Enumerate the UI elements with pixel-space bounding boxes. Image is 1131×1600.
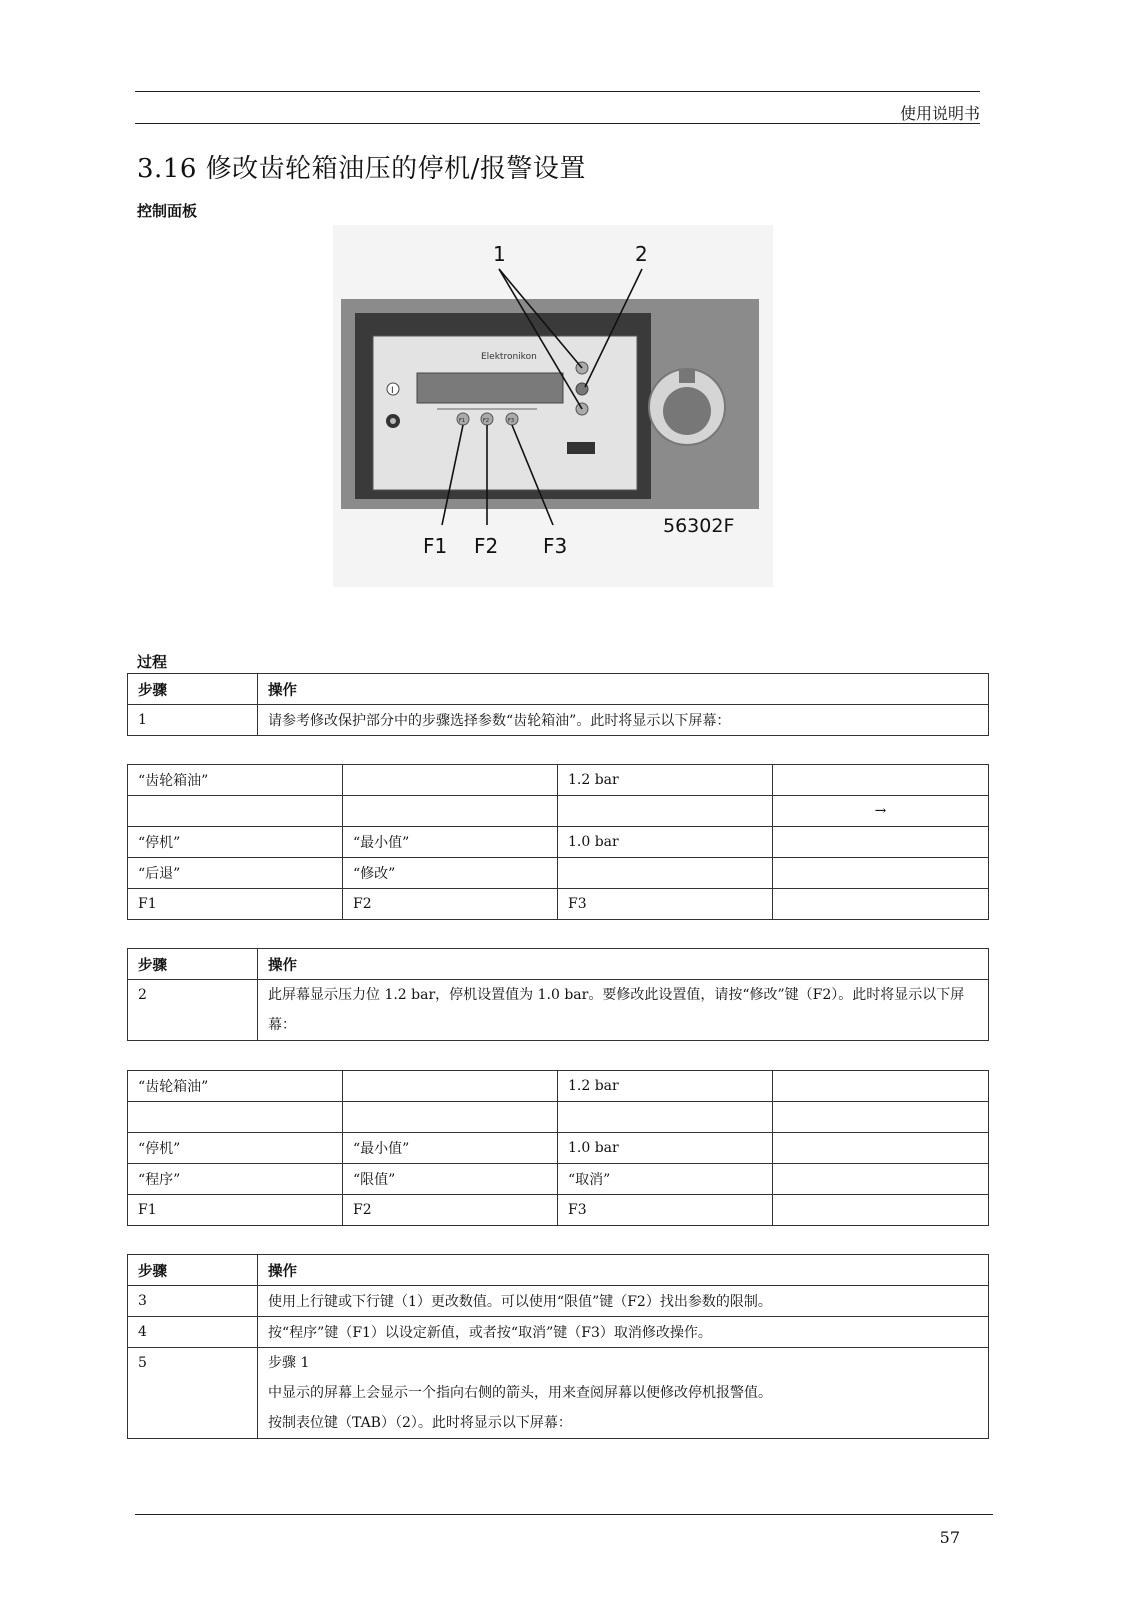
stop-button-inner [390,418,396,424]
logo-block [567,442,595,454]
table-row [128,1348,989,1439]
screen-cell: “修改” [343,858,558,889]
header-title: 使用说明书 [899,104,980,123]
table-header-row [128,674,989,705]
f1-key-label: F1 [459,418,466,424]
emergency-stop-button [663,387,711,435]
screen-table-2 [127,1070,989,1226]
screen-cell: “后退” [128,858,343,889]
screen-cell: F2 [343,1195,558,1226]
step-action-multiline [258,1348,989,1439]
screen-cell [343,765,558,796]
screen-cell: “程序” [128,1164,343,1195]
screen-cell: “停机” [128,827,343,858]
header-rule-top [135,91,980,92]
screen-cell [773,1102,989,1133]
warning-label [679,369,695,383]
table-header-row [128,1255,989,1286]
screen-cell: F3 [558,1195,773,1226]
screen-row [128,1102,989,1133]
screen-cell [773,1133,989,1164]
col-step-header: 步骤 [128,1255,258,1286]
screen-row [128,1071,989,1102]
step-number: 2 [128,980,258,1041]
step-action: 此屏幕显示压力位 1.2 bar，停机设置值为 1.0 bar。要修改此设置值，请按“修改”键（F2）。此时将显示以下屏幕： [258,980,989,1041]
screen-cell [128,1102,343,1133]
step-action: 按“程序”键（F1）以设定新值，或者按“取消”键（F3）取消修改操作。 [258,1317,989,1348]
screen-row [128,1133,989,1164]
col-action-header: 操作 [258,1255,989,1286]
step-action-line: 步骤 1 [268,1355,310,1371]
screen-cell [773,1195,989,1226]
step-action-line: 按制表位键（TAB）（2）。此时将显示以下屏幕： [268,1415,572,1431]
f3-key-label: F3 [508,418,515,424]
step-action: 使用上行键或下行键（1）更改数值。可以使用“限值”键（F2）找出参数的限制。 [258,1286,989,1317]
screen-cell: “最小值” [343,1133,558,1164]
steps-table-2 [127,948,989,1041]
step-action-line: 中显示的屏幕上会显示一个指向右侧的箭头，用来查阅屏幕以便修改停机报警值。 [268,1385,772,1401]
screen-cell [128,796,343,827]
step-action: 请参考修改保护部分中的步骤选择参数“齿轮箱油”。此时将显示以下屏幕： [258,705,989,736]
screen-cell [343,796,558,827]
screen-row [128,1164,989,1195]
screen-cell: 1.2 bar [558,1071,773,1102]
f2-callout-label: F2 [474,534,499,558]
step-number: 3 [128,1286,258,1317]
screen-cell [558,858,773,889]
brand-label: Elektronikon [481,352,537,362]
col-step-header: 步骤 [128,674,258,705]
table-row [128,705,989,736]
lcd-display [417,373,563,403]
screen-cell: 1.0 bar [558,827,773,858]
screen-row [128,1195,989,1226]
footer-rule [135,1514,993,1515]
steps-table-3 [127,1254,989,1439]
screen-cell [773,1071,989,1102]
table-row [128,980,989,1041]
control-panel-figure [333,225,773,587]
screen-cell: “停机” [128,1133,343,1164]
steps-table-1 [127,673,989,736]
screen-cell: F1 [128,889,343,920]
section-title: 3.16 修改齿轮箱油压的停机/报警设置 [137,154,586,184]
screen-row [128,858,989,889]
screen-row [128,765,989,796]
screen-cell: F3 [558,889,773,920]
screen-cell [773,765,989,796]
screen-cell: F1 [128,1195,343,1226]
f3-callout-label: F3 [543,534,568,558]
screen-cell [773,1164,989,1195]
screen-cell: F2 [343,889,558,920]
screen-cell [343,1102,558,1133]
screen-cell [343,1071,558,1102]
procedure-heading: 过程 [137,653,168,671]
callout-1: 1 [493,242,506,266]
figure-code: 56302F [663,515,735,537]
col-action-header: 操作 [258,949,989,980]
start-symbol: I [391,386,394,396]
screen-cell: “最小值” [343,827,558,858]
screen-cell: “齿轮箱油” [128,1071,343,1102]
right-arrow-cell: → [773,796,989,827]
screen-cell [558,796,773,827]
screen-row [128,796,989,827]
step-number: 1 [128,705,258,736]
screen-cell [773,827,989,858]
screen-cell: 1.0 bar [558,1133,773,1164]
callout-2: 2 [635,242,648,266]
table-row [128,1286,989,1317]
col-action-header: 操作 [258,674,989,705]
screen-cell: “限值” [343,1164,558,1195]
page-number: 57 [939,1528,960,1547]
f2-key-label: F2 [483,418,490,424]
header-rule-bottom [135,123,980,124]
screen-cell [773,889,989,920]
step-number: 4 [128,1317,258,1348]
control-panel-heading: 控制面板 [137,202,198,220]
screen-table-1 [127,764,989,920]
f1-callout-label: F1 [423,534,448,558]
screen-cell: “齿轮箱油” [128,765,343,796]
col-step-header: 步骤 [128,949,258,980]
screen-cell: 1.2 bar [558,765,773,796]
screen-cell [558,1102,773,1133]
screen-row [128,889,989,920]
screen-cell [773,858,989,889]
screen-row [128,827,989,858]
step-number: 5 [128,1348,258,1439]
table-header-row [128,949,989,980]
screen-cell: “取消” [558,1164,773,1195]
table-row [128,1317,989,1348]
